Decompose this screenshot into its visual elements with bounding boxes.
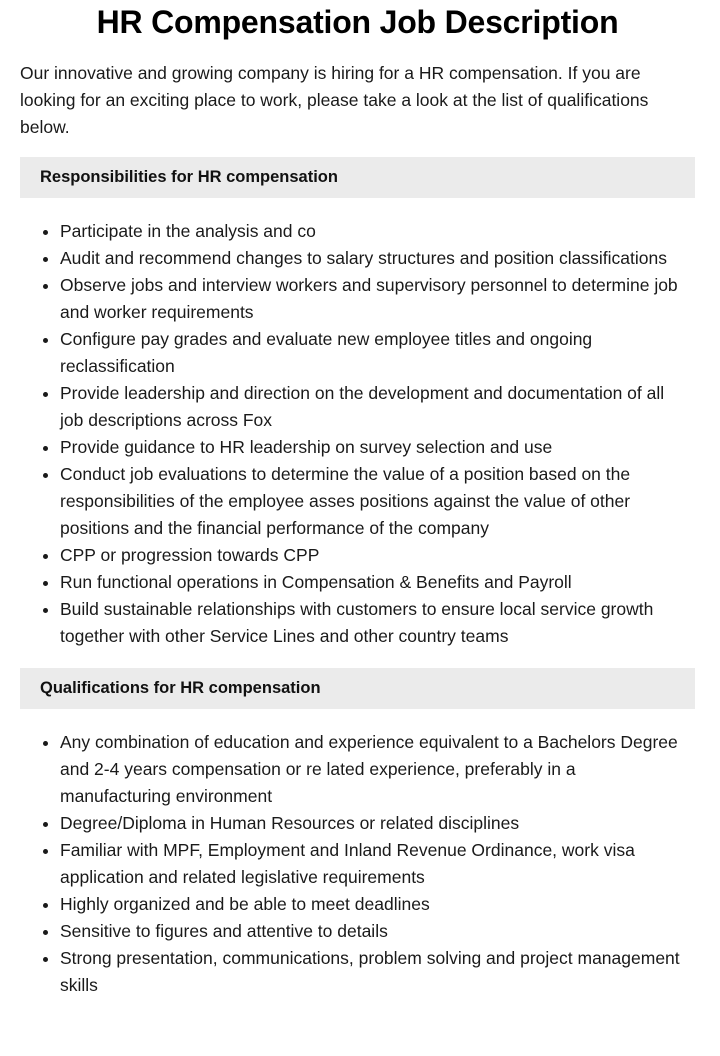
qualifications-list — [20, 709, 695, 999]
list-item: Provide guidance to HR leadership on survey selection and use — [60, 434, 695, 461]
qualifications-heading: Qualifications for HR compensation — [20, 668, 695, 709]
list-item: Observe jobs and interview workers and supervisory personnel to determine job and worker requirements — [60, 272, 695, 326]
list-item: Configure pay grades and evaluate new employee titles and ongoing reclassification — [60, 326, 695, 380]
responsibilities-heading: Responsibilities for HR compensation — [20, 157, 695, 198]
list-item: Sensitive to figures and attentive to details — [60, 918, 695, 945]
page-title: HR Compensation Job Description — [96, 4, 619, 40]
list-item: Strong presentation, communications, problem solving and project management skills — [60, 945, 695, 999]
list-item: Any combination of education and experience equivalent to a Bachelors Degree and 2-4 years compensation or re lated experience, preferably in a manufacturing environment — [60, 729, 695, 810]
list-item: Conduct job evaluations to determine the value of a position based on the responsibilities of the employee asses positions against the value of other positions and the financial performance of the company — [60, 461, 695, 542]
list-item: Highly organized and be able to meet deadlines — [60, 891, 695, 918]
list-item: Run functional operations in Compensation & Benefits and Payroll — [60, 569, 695, 596]
responsibilities-list — [20, 198, 695, 650]
list-item: Audit and recommend changes to salary structures and position classifications — [60, 245, 695, 272]
list-item: Build sustainable relationships with customers to ensure local service growth together with other Service Lines and other country teams — [60, 596, 695, 650]
list-item: Degree/Diploma in Human Resources or related disciplines — [60, 810, 695, 837]
intro-paragraph: Our innovative and growing company is hiring for a HR compensation. If you are looking for an exciting place to work, please take a look at the list of qualifications below. — [20, 63, 649, 137]
list-item: CPP or progression towards CPP — [60, 542, 695, 569]
list-item: Provide leadership and direction on the development and documentation of all job descriptions across Fox — [60, 380, 695, 434]
list-item: Participate in the analysis and co — [60, 218, 695, 245]
list-item: Familiar with MPF, Employment and Inland Revenue Ordinance, work visa application and related legislative requirements — [60, 837, 695, 891]
